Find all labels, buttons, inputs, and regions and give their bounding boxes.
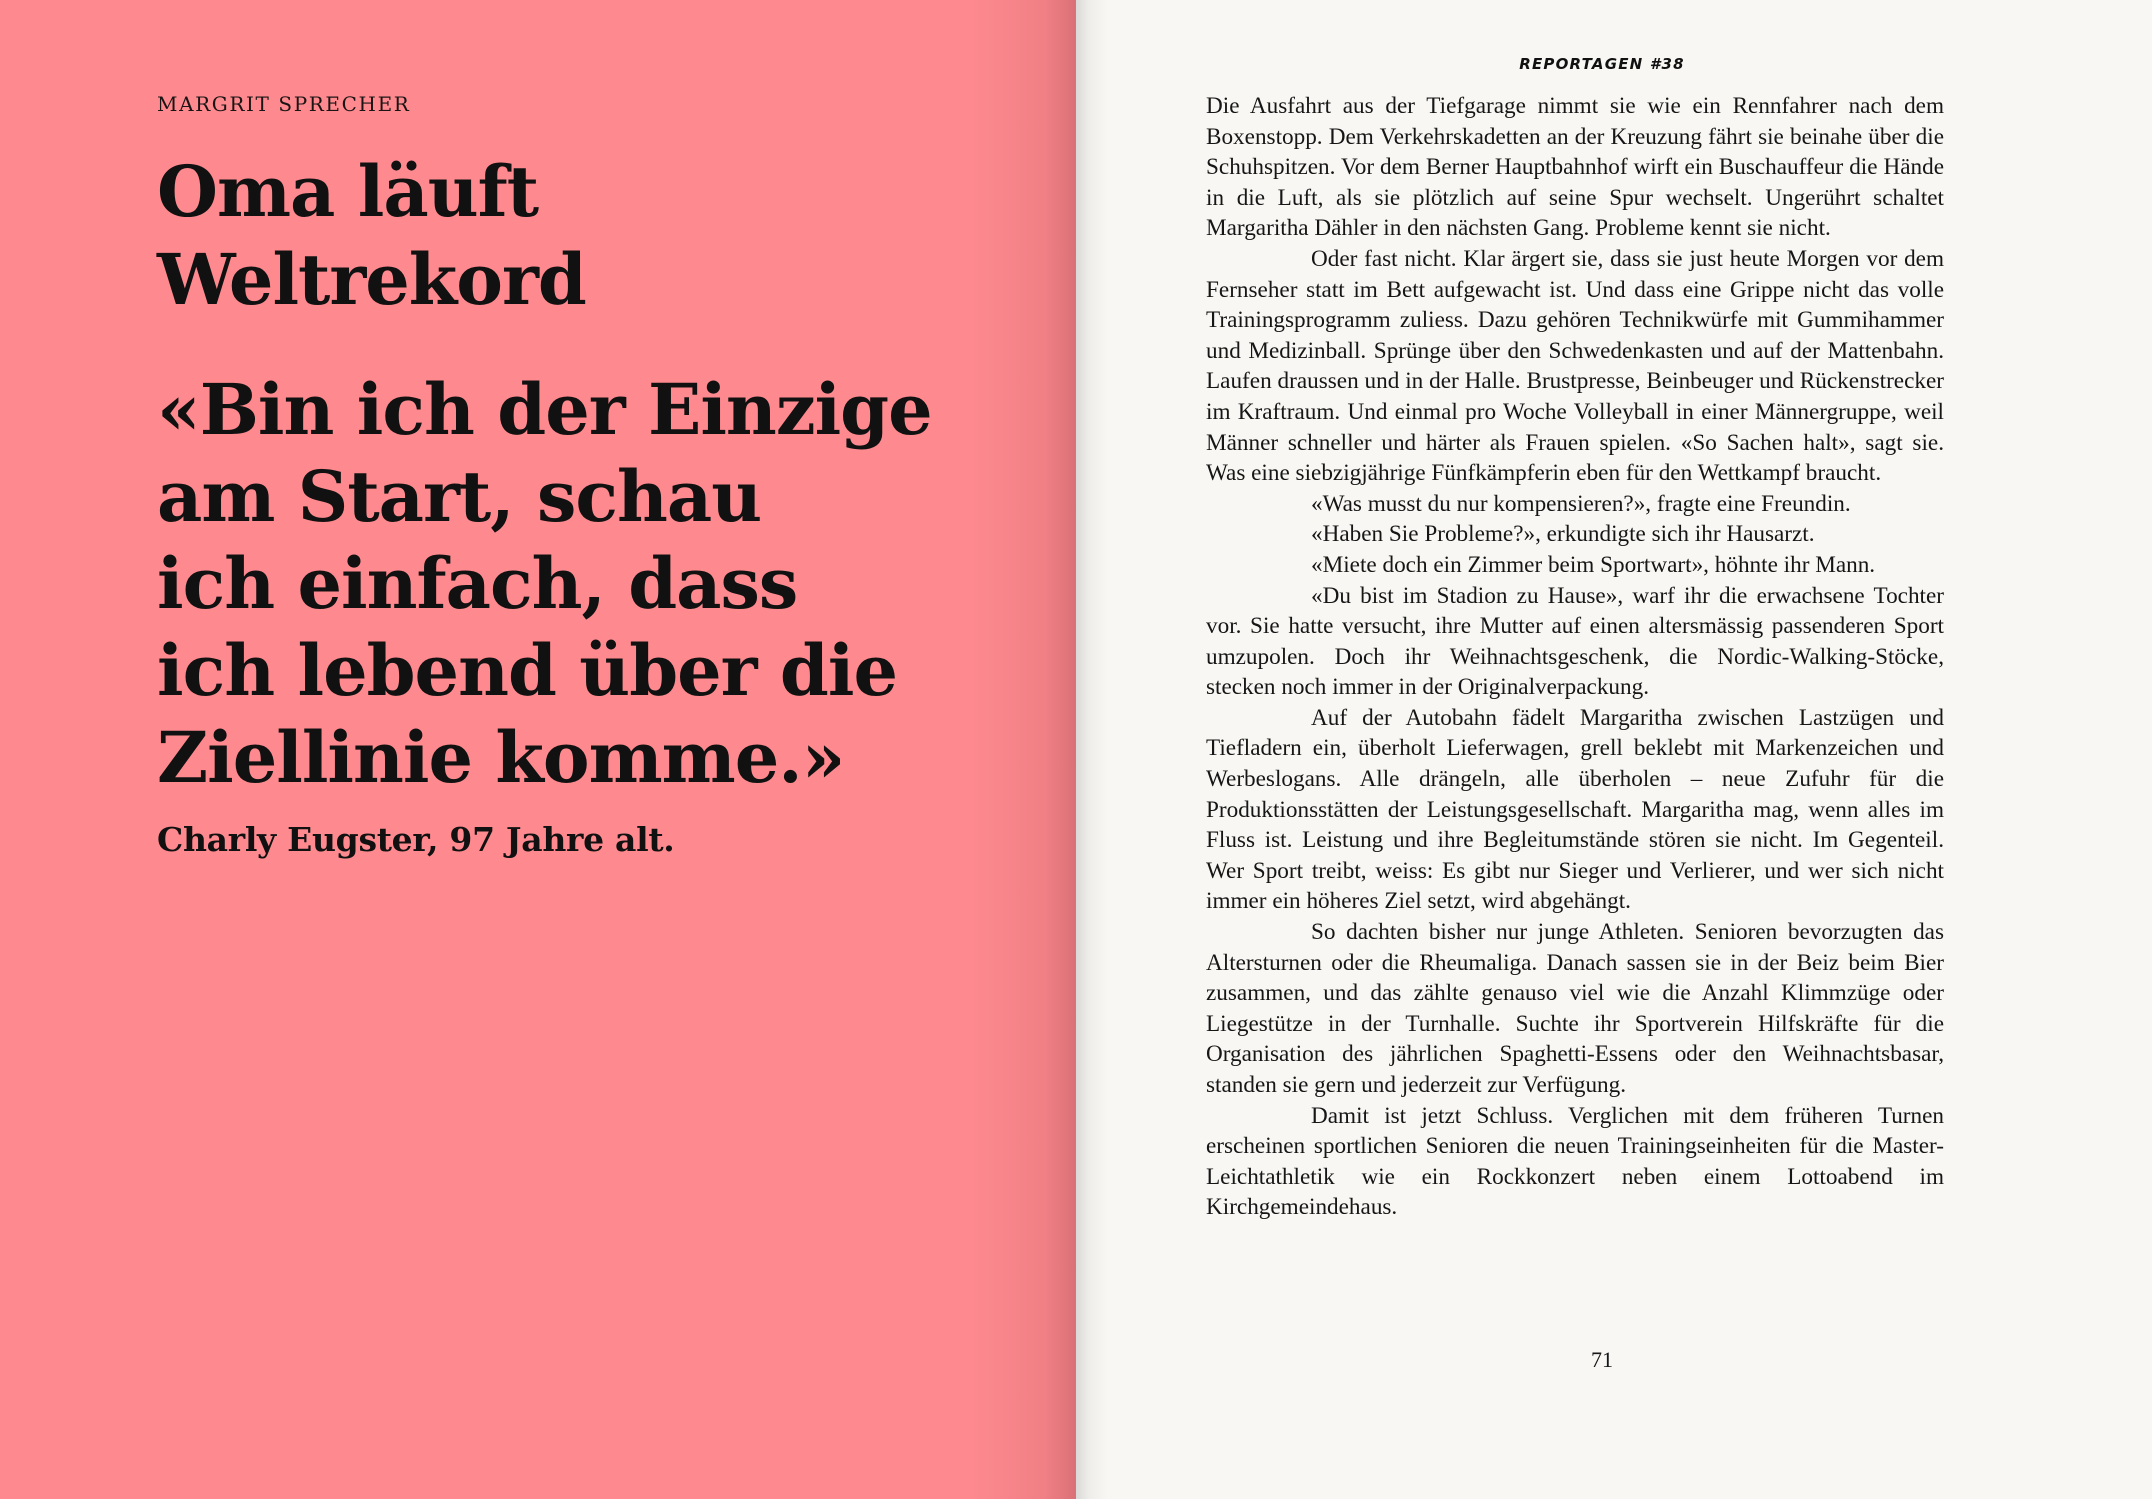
author-name: MARGRIT SPRECHER — [157, 92, 411, 116]
body-paragraph: «Was musst du nur kompensieren?», fragte eine Freundin. — [1311, 490, 1851, 517]
quote-line: Ziellinie komme.» — [157, 716, 845, 799]
title-line: Weltrekord — [157, 238, 586, 321]
running-head: REPORTAGEN #38 — [1519, 55, 1685, 73]
body-paragraph: Damit ist jetzt Schluss. Verglichen mit dem früheren Turnen erscheinen sportlichen Senioren die neuen Trainingseinheiten für die Master-Leichtathletik wie ein Rockkonzert neben einem Lottoabend im Kirchgemeindehaus. — [1206, 1102, 1944, 1221]
body-paragraph: «Miete doch ein Zimmer beim Sportwart», höhnte ihr Mann. — [1311, 551, 1876, 578]
body-paragraph: So dachten bisher nur junge Athleten. Senioren bevorzugten das Altersturnen oder die Rheumaliga. Danach sassen sie in der Beiz beim Bier zusammen, und das zählte genauso viel wie die Anzahl Klimmzüge oder Liegestütze in der Turnhalle. Suchte ihr Sportverein Hilfskräfte für die Organisation des jährlichen Spaghetti-Essens oder den Weihnachtsbasar, standen sie gern und jederzeit zur Verfügung. — [1206, 919, 1944, 1098]
article-body — [1206, 91, 1944, 1223]
body-paragraph: Auf der Autobahn fädelt Margaritha zwischen Lastzügen und Tiefladern ein, überholt Lieferwagen, grell beklebt mit Markenzeichen und Werbeslogans. Alle drängeln, alle überholen – neue Zufuhr für die Produktionsstätten der Leistungsgesellschaft. Margaritha mag, wenn alles im Fluss ist. Leistung und ihre Begleitumstände stören sie nicht. Im Gegenteil. Wer Sport treibt, weiss: Es gibt nur Sieger und Verlierer, und wer sich nicht immer ein höheres Ziel setzt, wird abgehängt. — [1206, 704, 1944, 915]
quote-attribution: Charly Eugster, 97 Jahre alt. — [157, 820, 675, 859]
body-paragraph: «Haben Sie Probleme?», erkundigte sich ihr Hausarzt. — [1311, 521, 1815, 548]
quote-line: ich einfach, dass — [157, 542, 798, 625]
title-line: Oma läuft — [157, 150, 539, 233]
quote-line: am Start, schau — [157, 455, 762, 538]
body-paragraph: «Du bist im Stadion zu Hause», warf ihr die erwachsene Tochter vor. Sie hatte versucht, ihre Mutter auf einen altersmässig passenderen Sport umzupolen. Doch ihr Weihnachtsgeschenk, die Nordic-Walking-Stöcke, stecken noch immer in der Originalverpackung. — [1206, 582, 1944, 701]
article-title — [157, 148, 586, 324]
body-paragraph: Oder fast nicht. Klar ärgert sie, dass sie just heute Morgen vor dem Fernseher statt im Bett aufgewacht ist. Und dass eine Grippe nicht das volle Trainingsprogramm zuliess. Dazu gehören Technikwürfe mit Gummihammer und Medizinball. Sprünge über den Schwedenkasten und auf der Mattenbahn. Laufen draussen und in der Halle. Brustpresse, Beinbeuger und Rückenstrecker im Kraftraum. Und einmal pro Woche Volleyball in einer Männergruppe, weil Männer schneller und härter als Frauen spielen. «So Sachen halt», sagt sie. Was eine siebzigjährige Fünfkämpferin eben für den Wettkampf braucht. — [1206, 245, 1944, 487]
quote-line: ich lebend über die — [157, 629, 897, 712]
page-number: 71 — [1591, 1347, 1613, 1372]
body-paragraph: Die Ausfahrt aus der Tiefgarage nimmt sie wie ein Rennfahrer nach dem Boxenstopp. Dem Verkehrskadetten an der Kreuzung fährt sie beinahe über die Schuhspitzen. Vor dem Berner Hauptbahnhof wirft ein Buschauffeur die Hände in die Luft, als sie plötzlich auf seine Spur wechselt. Ungerührt schaltet Margaritha Dähler in den nächsten Gang. Probleme kennt sie nicht. — [1206, 93, 1944, 242]
quote-line: «Bin ich der Einzige — [157, 368, 932, 451]
pull-quote — [157, 366, 932, 801]
